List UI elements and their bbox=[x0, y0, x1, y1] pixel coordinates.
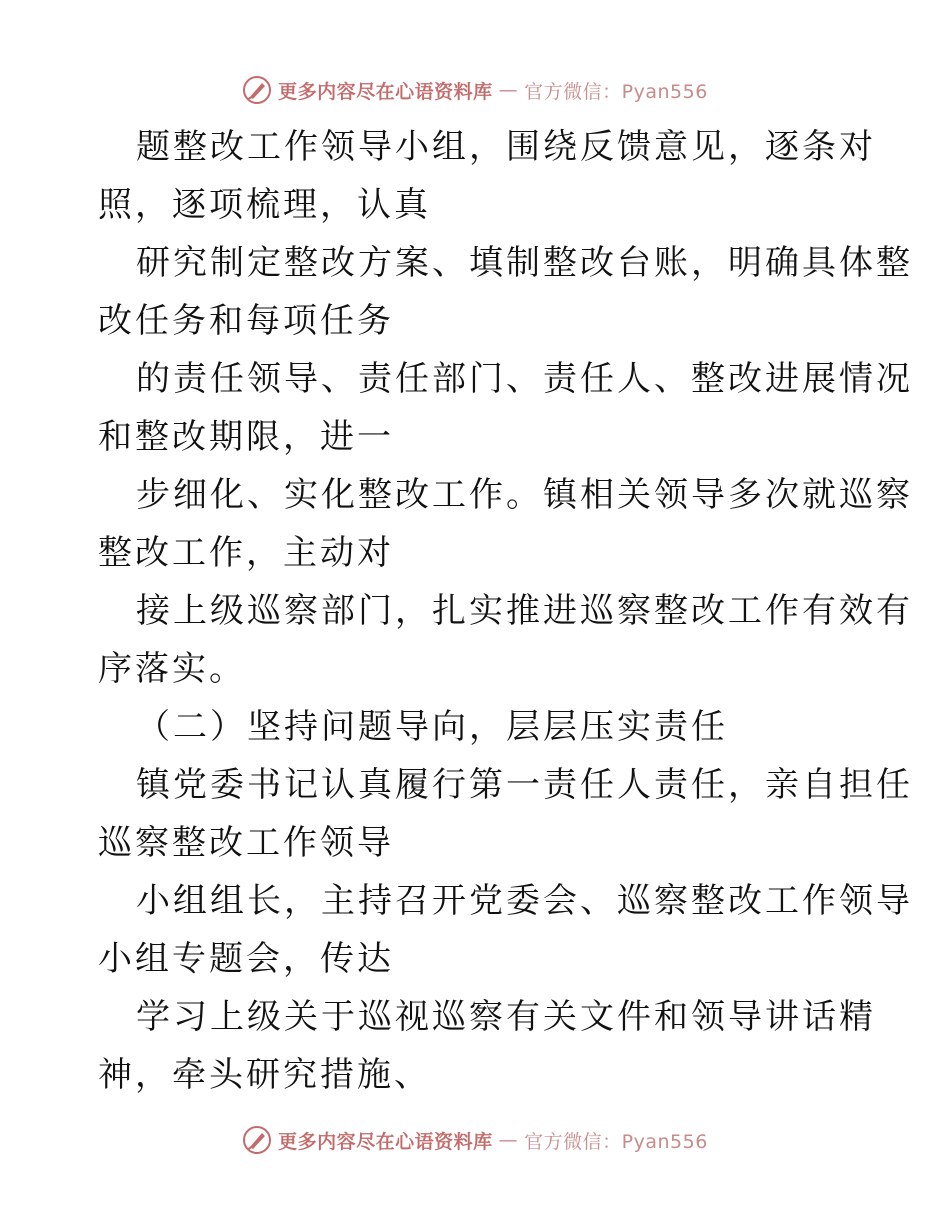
text-line: 序落实。 bbox=[98, 649, 246, 689]
text-line: （二）坚持问题导向，层层压实责任 bbox=[136, 707, 728, 747]
watermark-main-text: 更多内容尽在心语资料库 bbox=[278, 80, 493, 103]
watermark-wechat-text: 官方微信：Pyan556 bbox=[524, 80, 708, 103]
watermark-separator: — bbox=[498, 1129, 519, 1151]
header-watermark bbox=[0, 70, 950, 110]
text-line: 题整改工作领导小组，围绕反馈意见，逐条对 bbox=[136, 127, 876, 167]
text-line: 的责任领导、责任部门、责任人、整改进展情况 bbox=[136, 359, 913, 399]
text-line: 小组专题会，传达 bbox=[98, 939, 394, 979]
text-line: 学习上级关于巡视巡察有关文件和领导讲话精 bbox=[136, 997, 876, 1037]
text-line: 和整改期限，进一 bbox=[98, 417, 394, 457]
text-line: 整改工作，主动对 bbox=[98, 533, 394, 573]
text-line: 镇党委书记认真履行第一责任人责任，亲自担任 bbox=[136, 765, 913, 805]
quill-pen-logo-icon bbox=[242, 75, 272, 105]
watermark-separator: — bbox=[498, 79, 519, 101]
watermark-wechat-text: 官方微信：Pyan556 bbox=[524, 1130, 708, 1153]
text-line: 步细化、实化整改工作。镇相关领导多次就巡察 bbox=[136, 475, 913, 515]
quill-pen-logo-icon bbox=[242, 1125, 272, 1155]
text-line: 接上级巡察部门，扎实推进巡察整改工作有效有 bbox=[136, 591, 913, 631]
watermark-main-text: 更多内容尽在心语资料库 bbox=[278, 1130, 493, 1153]
text-line: 巡察整改工作领导 bbox=[98, 823, 394, 863]
document-body bbox=[98, 118, 913, 1104]
text-line: 照，逐项梳理，认真 bbox=[98, 185, 431, 225]
text-line: 改任务和每项任务 bbox=[98, 301, 394, 341]
footer-watermark bbox=[0, 1120, 950, 1160]
text-line: 研究制定整改方案、填制整改台账，明确具体整 bbox=[136, 243, 913, 283]
text-line: 小组组长，主持召开党委会、巡察整改工作领导 bbox=[136, 881, 913, 921]
text-line: 神，牵头研究措施、 bbox=[98, 1055, 431, 1095]
